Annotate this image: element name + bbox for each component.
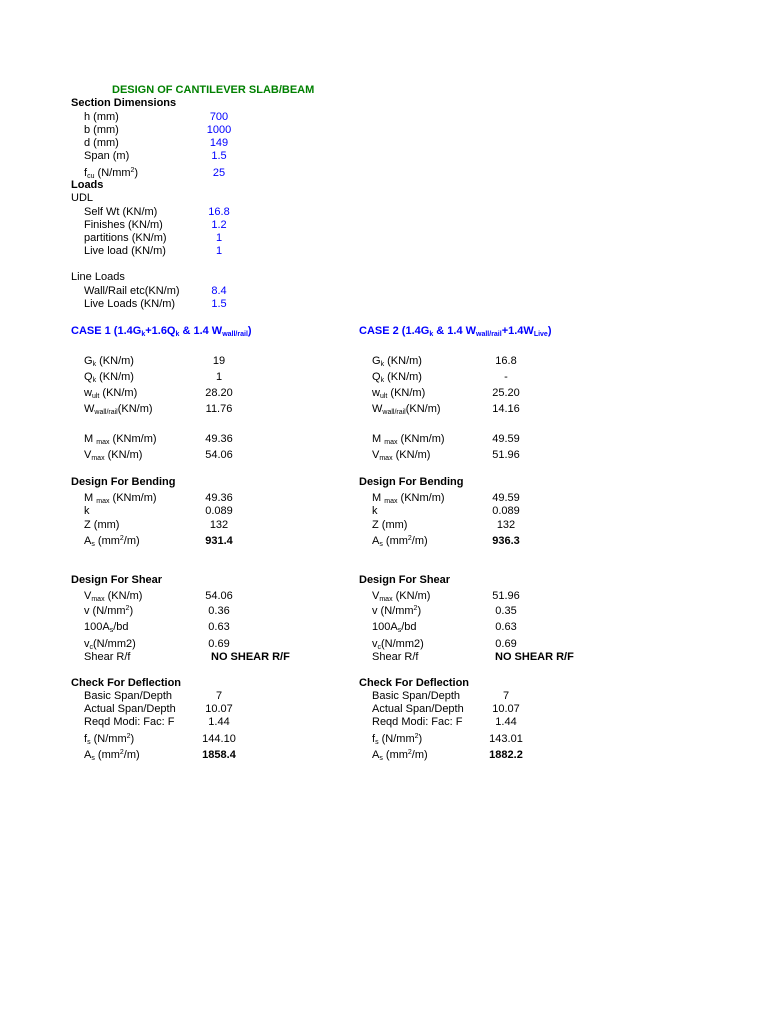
b-label: b (mm) <box>84 124 119 136</box>
partitions-label: partitions (KN/m) <box>84 232 167 244</box>
case1-as-defl-label: $A_s$ $(mm^2/m)$ <box>84 749 140 762</box>
partitions-value: 1 <box>215 232 223 244</box>
case2-basic-sd-label: Basic Span/Depth <box>372 690 461 702</box>
case1-gk-label: $G_k$ (KN/m) <box>84 355 134 368</box>
case1-as-value: 931.4 <box>205 535 233 547</box>
case1-shear-vmax-label: $V_{max}$ (KN/m) <box>84 590 143 603</box>
line-loads-heading: Line Loads <box>71 271 125 283</box>
case1-wwall-value: 11.76 <box>205 403 233 415</box>
case2-bend-mmax-label: M $_{max}$ (KNm/m) <box>372 492 445 505</box>
case2-ratio-value: 0.63 <box>495 621 517 633</box>
page-title: DESIGN OF CANTILEVER SLAB/BEAM <box>112 84 315 96</box>
finishes-value: 1.2 <box>211 219 227 231</box>
case1-wult-value: 28.20 <box>205 387 233 399</box>
case2-wult-value: 25.20 <box>492 387 520 399</box>
wall-rail-value: 8.4 <box>211 285 227 297</box>
case1-vmax-label: $V_{max}$ (KN/m) <box>84 449 143 462</box>
case2-v-value: 0.35 <box>495 605 517 617</box>
case1-v-value: 0.36 <box>208 605 230 617</box>
case1-wwall-label: $W_{wall/rail}(KN/m)$ <box>84 403 153 416</box>
case2-fs-label: $f_s$ $(N/mm^2)$ <box>372 733 423 746</box>
case1-wult-label: $w_{ult}$ (KN/m) <box>84 387 138 400</box>
case1-actual-sd-value: 10.07 <box>205 703 233 715</box>
udl-heading: UDL <box>71 192 94 204</box>
case2-vmax-value: 51.96 <box>492 449 520 461</box>
wall-rail-label: Wall/Rail etc(KN/m) <box>84 285 180 297</box>
case1-shear-heading: Design For Shear <box>71 574 163 586</box>
loads-heading: Loads <box>71 179 104 191</box>
h-value: 700 <box>209 111 229 123</box>
case2-wult-label: $w_{ult}$ (KN/m) <box>372 387 426 400</box>
case1-basic-sd-label: Basic Span/Depth <box>84 690 173 702</box>
case1-vc-value: 0.69 <box>208 638 230 650</box>
case2-mmax-label: M $_{max}$ (KNm/m) <box>372 433 445 446</box>
case1-bend-mmax-value: 49.36 <box>205 492 233 504</box>
case2-vc-label: $v_c(N/mm2)$ <box>372 638 424 651</box>
case2-as-defl-label: $A_s$ $(mm^2/m)$ <box>372 749 428 762</box>
self-wt-value: 16.8 <box>208 206 230 218</box>
b-value: 1000 <box>206 124 232 136</box>
case2-bend-mmax-value: 49.59 <box>492 492 520 504</box>
case2-shear-vmax-label: $V_{max}$ (KN/m) <box>372 590 431 603</box>
case2-title: CASE 2 ($1.4G_k$ & 1.4 $W_{wall/rail}+1.4W_{Live}$) <box>359 325 552 338</box>
case1-k-label: k <box>84 505 90 517</box>
case2-k-value: 0.089 <box>492 505 520 517</box>
case1-ratio-label: $100A_s/bd$ <box>84 621 129 634</box>
case2-deflection-heading: Check For Deflection <box>359 677 470 689</box>
case2-gk-value: 16.8 <box>495 355 517 367</box>
case2-fs-value: 143.01 <box>489 733 523 745</box>
case2-vc-value: 0.69 <box>495 638 517 650</box>
live-loads-label: Live Loads (KN/m) <box>84 298 176 310</box>
case1-fs-value: 144.10 <box>202 733 236 745</box>
case1-vmax-value: 54.06 <box>205 449 233 461</box>
case2-basic-sd-value: 7 <box>502 690 510 702</box>
case1-z-label: Z (mm) <box>84 519 120 531</box>
case2-qk-label: $Q_k$ (KN/m) <box>372 371 422 384</box>
case2-mmax-value: 49.59 <box>492 433 520 445</box>
case2-gk-label: $G_k$ (KN/m) <box>372 355 422 368</box>
case2-wwall-value: 14.16 <box>492 403 520 415</box>
case1-basic-sd-value: 7 <box>215 690 223 702</box>
case2-shear-rf-label: Shear R/f <box>372 651 419 663</box>
span-label: Span (m) <box>84 150 130 162</box>
case2-actual-sd-value: 10.07 <box>492 703 520 715</box>
case1-deflection-heading: Check For Deflection <box>71 677 182 689</box>
case2-reqd-value: 1.44 <box>495 716 517 728</box>
case1-k-value: 0.089 <box>205 505 233 517</box>
case1-reqd-label: Reqd Modi: Fac: F <box>84 716 175 728</box>
case1-as-label: $A_s$ $(mm^2/m)$ <box>84 535 140 548</box>
case2-shear-rf-value: NO SHEAR R/F <box>495 651 574 663</box>
case2-z-value: 132 <box>496 519 516 531</box>
live-load-value: 1 <box>215 245 223 257</box>
case1-shear-rf-value: NO SHEAR R/F <box>211 651 290 663</box>
case2-vmax-label: $V_{max}$ (KN/m) <box>372 449 431 462</box>
case1-ratio-value: 0.63 <box>208 621 230 633</box>
live-loads-value: 1.5 <box>211 298 227 310</box>
case1-shear-rf-label: Shear R/f <box>84 651 131 663</box>
case2-wwall-label: $W_{wall/rail}(KN/m)$ <box>372 403 441 416</box>
case1-v-label: v $(N/mm^2)$ <box>84 605 134 617</box>
live-load-label: Live load (KN/m) <box>84 245 166 257</box>
case1-z-value: 132 <box>209 519 229 531</box>
case2-bending-heading: Design For Bending <box>359 476 464 488</box>
finishes-label: Finishes (KN/m) <box>84 219 163 231</box>
section-dimensions-heading: Section Dimensions <box>71 97 177 109</box>
case1-title: CASE 1 ($1.4G_k+1.6Q_k$ & 1.4 $W_{wall/rail}$) <box>71 325 252 338</box>
case1-actual-sd-label: Actual Span/Depth <box>84 703 176 715</box>
case2-z-label: Z (mm) <box>372 519 408 531</box>
case2-reqd-label: Reqd Modi: Fac: F <box>372 716 463 728</box>
case1-fs-label: $f_s$ $(N/mm^2)$ <box>84 733 135 746</box>
case1-mmax-value: 49.36 <box>205 433 233 445</box>
case2-as-defl-value: 1882.2 <box>489 749 523 761</box>
case1-shear-vmax-value: 54.06 <box>205 590 233 602</box>
case2-ratio-label: $100A_s/bd$ <box>372 621 417 634</box>
d-label: d (mm) <box>84 137 119 149</box>
case1-mmax-label: M $_{max}$ (KNm/m) <box>84 433 157 446</box>
h-label: h (mm) <box>84 111 119 123</box>
case2-shear-vmax-value: 51.96 <box>492 590 520 602</box>
case1-reqd-value: 1.44 <box>208 716 230 728</box>
case2-k-label: k <box>372 505 378 517</box>
case1-qk-label: $Q_k$ (KN/m) <box>84 371 134 384</box>
case1-as-defl-value: 1858.4 <box>202 749 236 761</box>
case2-actual-sd-label: Actual Span/Depth <box>372 703 464 715</box>
case2-as-value: 936.3 <box>492 535 520 547</box>
self-wt-label: Self Wt (KN/m) <box>84 206 158 218</box>
d-value: 149 <box>209 137 229 149</box>
case1-qk-value: 1 <box>215 371 223 383</box>
span-value: 1.5 <box>211 150 227 162</box>
case1-bending-heading: Design For Bending <box>71 476 176 488</box>
fcu-value: 25 <box>212 167 226 179</box>
case2-as-label: $A_s$ $(mm^2/m)$ <box>372 535 428 548</box>
case1-gk-value: 19 <box>212 355 226 367</box>
case1-vc-label: $v_c(N/mm2)$ <box>84 638 136 651</box>
fcu-label: $f_{cu}$ $(N/mm^2)$ <box>84 167 139 180</box>
case1-bend-mmax-label: M $_{max}$ (KNm/m) <box>84 492 157 505</box>
case2-v-label: v $(N/mm^2)$ <box>372 605 422 617</box>
case2-shear-heading: Design For Shear <box>359 574 451 586</box>
case2-qk-value: - <box>504 371 508 383</box>
